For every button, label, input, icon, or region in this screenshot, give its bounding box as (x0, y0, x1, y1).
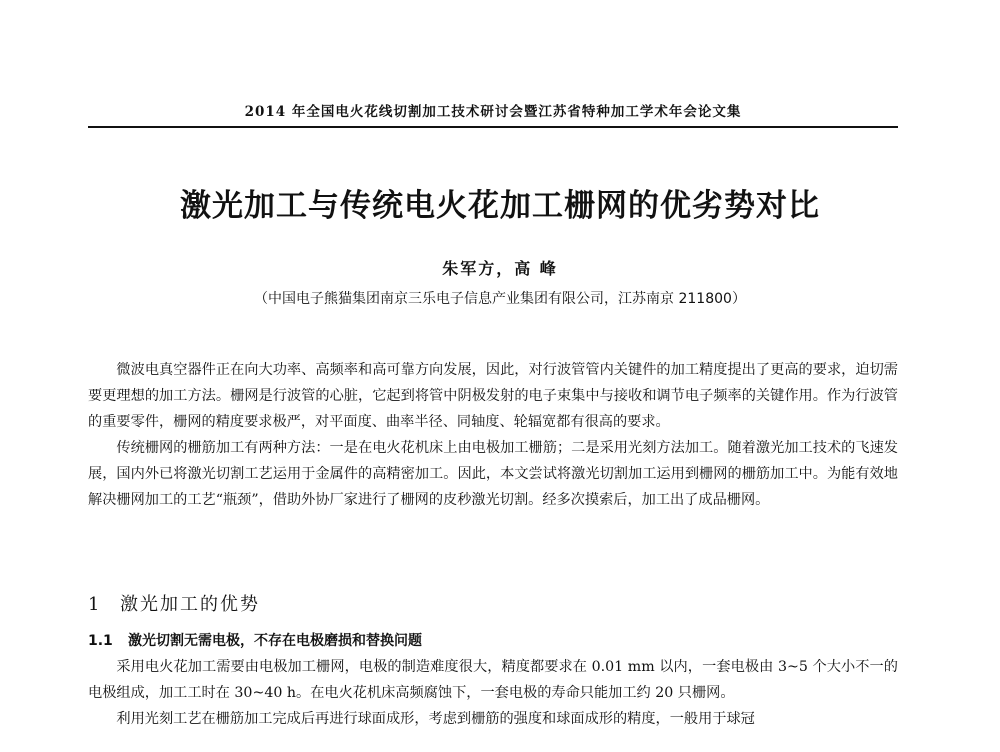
subsection-1-1-heading (88, 630, 422, 650)
subsection-1-1-body (88, 654, 898, 732)
intro-paragraph-2: 传统栅网的栅筋加工有两种方法：一是在电火花机床上由电极加工栅筋；二是采用光刻方法加工。随着激光加工技术的飞速发展，国内外已将激光切割工艺运用于金属件的高精密加工。因此，本文尝试将激光切割加工运用到栅网的栅筋加工中。为能有效地解决栅网加工的工艺“瓶颈”，借助外协厂家进行了栅网的皮秒激光切割。经多次摸索后，加工出了成品栅网。 (88, 440, 898, 508)
affiliation: （中国电子熊猫集团南京三乐电子信息产业集团有限公司，江苏南京 211800） (254, 291, 746, 307)
subsection-1-1-title: 激光切割无需电极，不存在电极磨损和替换问题 (128, 633, 422, 649)
intro-paragraph-1: 微波电真空器件正在向大功率、高频率和高可靠方向发展，因此，对行波管管内关键件的加工精度提出了更高的要求，迫切需要更理想的加工方法。栅网是行波管的心脏，它起到将管中阴极发射的电子束集中与接收和调节电子频率的关键作用。作为行波管的重要零件，栅网的精度要求极严，对平面度、曲率半径、同轴度、轮辐宽都有很高的要求。 (88, 362, 898, 430)
subsection-1-1-paragraph-1: 采用电火花加工需要由电极加工栅网，电极的制造难度很大，精度都要求在 0.01 mm 以内，一套电极由 3~5 个大小不一的电极组成，加工工时在 30~40 h。在电火花机床高频腐蚀下，一套电极的寿命只能加工约 20 只栅网。 (88, 659, 898, 701)
subsection-1-1-paragraph-2: 利用光刻工艺在栅筋加工完成后再进行球面成形，考虑到栅筋的强度和球面成形的精度，一般用于球冠 (116, 711, 755, 727)
section-1-heading (88, 590, 260, 616)
section-1-title: 激光加工的优势 (120, 594, 260, 615)
header-rule (88, 126, 898, 128)
paper-title: 激光加工与传统电火花加工栅网的优劣势对比 (180, 188, 820, 224)
section-1-number: 1 (88, 594, 100, 615)
subsection-1-1-number: 1.1 (88, 633, 113, 649)
running-head: 2014 年全国电火花线切割加工技术研讨会暨江苏省特种加工学术年会论文集 (244, 104, 742, 120)
intro-section (88, 357, 898, 513)
authors: 朱军方，高 峰 (442, 259, 558, 278)
